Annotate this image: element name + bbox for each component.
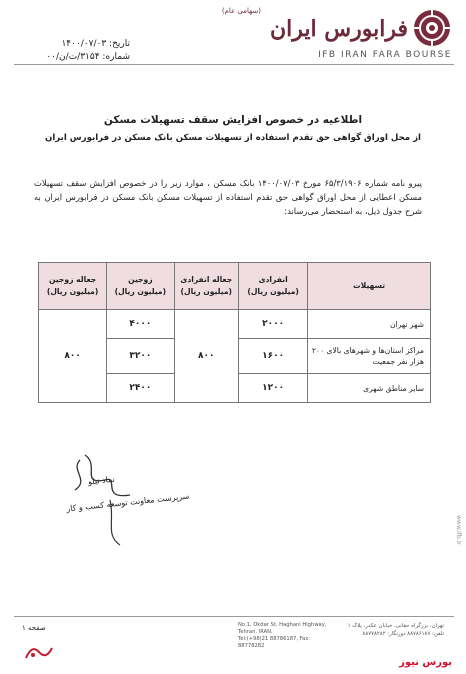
row-couple: ۴۰۰۰: [107, 310, 174, 339]
footer-divider: [14, 616, 454, 617]
row-individual: ۱۶۰۰: [239, 339, 308, 374]
page-number: صفحه ۱: [22, 624, 46, 632]
signature-title: سرپرست معاونت توسعه کسب و کار: [65, 491, 190, 514]
reference-block: [20, 38, 130, 64]
logo-tagline: (سهامی عام): [221, 7, 261, 15]
facility-table: [38, 262, 431, 403]
header-facility: تسهیلات: [308, 263, 431, 310]
address-english: No.1, Okdar St, Haghani Highway, Tehran, IRAN. Tel:(+98)21 88786187, Fax: 88778282: [238, 622, 327, 649]
row-facility: شهر تهران: [308, 310, 431, 339]
couple-loan-value: ۸۰۰: [39, 310, 107, 403]
signature-name: نماد نیلو: [87, 474, 116, 487]
letter-date: تاریخ: ۱۴۰۰/۰۷/۰۳: [61, 39, 130, 49]
header-individual-loan: جعاله انفرادی (میلیون ریال): [174, 263, 239, 310]
row-couple: ۳۲۰۰: [107, 339, 174, 374]
signature-scribble: [60, 440, 160, 550]
side-website: www.ifb.ir: [455, 515, 462, 545]
body-paragraph: پیرو نامه شماره ۶۵/۳/۱۹۰۶ مورخ ۱۴۰۰/۰۷/۰۳ بانک مسکن ، موارد زیر را در خصوص افزایش سقف تسهیلات مسکن اعطایی از محل اوراق گواهی حق تقدم استفاده از تسهیلات مسکن بانک مسکن در فرابورس ایران به شرح جدول ذیل، به استحضار می‌رساند:: [34, 178, 422, 216]
logo-english-text: IFB IRAN FARA BOURSE: [318, 50, 452, 60]
header-individual: انفرادی (میلیون ریال): [239, 263, 308, 310]
logo-farsi-text: فرابورس ایران: [269, 16, 408, 42]
row-individual: ۲۰۰۰: [239, 310, 308, 339]
ifb-logo-icon: [412, 8, 452, 48]
row-individual: ۱۲۰۰: [239, 374, 308, 403]
row-facility: سایر مناطق شهری: [308, 374, 431, 403]
individual-loan-value: ۸۰۰: [174, 310, 239, 403]
page-subtitle: از محل اوراق گواهی حق تقدم استفاده از تسهیلات مسکن بانک مسکن در فرابورس ایران: [44, 133, 421, 143]
table-header-row: [39, 263, 431, 310]
address-farsi: تهران، بزرگراه حقانی، خیابان عکدر، پلاک ۱ تلفن: ۸۸۷۸۶۱۸۷ دورنگار: ۸۸۷۷۸۲۸۲: [347, 623, 444, 637]
row-couple: ۲۴۰۰: [107, 374, 174, 403]
page-title: اطلاعیه در خصوص افزایش سقف تسهیلات مسکن: [103, 114, 363, 126]
letter-number: شماره: ۳۱۵۴/ت/ن/۰۰: [46, 52, 130, 62]
stamp-icon: [24, 640, 54, 662]
header-couple-loan: جعاله زوجین (میلیون ریال): [39, 263, 107, 310]
header-couple: زوجین (میلیون ریال): [107, 263, 174, 310]
footer-brand: بورس نیوز: [399, 657, 452, 668]
row-facility: مراکز استان‌ها و شهرهای بالای ۲۰۰ هزار نفر جمعیت: [308, 339, 431, 374]
table-row: [39, 310, 431, 339]
header-divider: [14, 64, 454, 65]
